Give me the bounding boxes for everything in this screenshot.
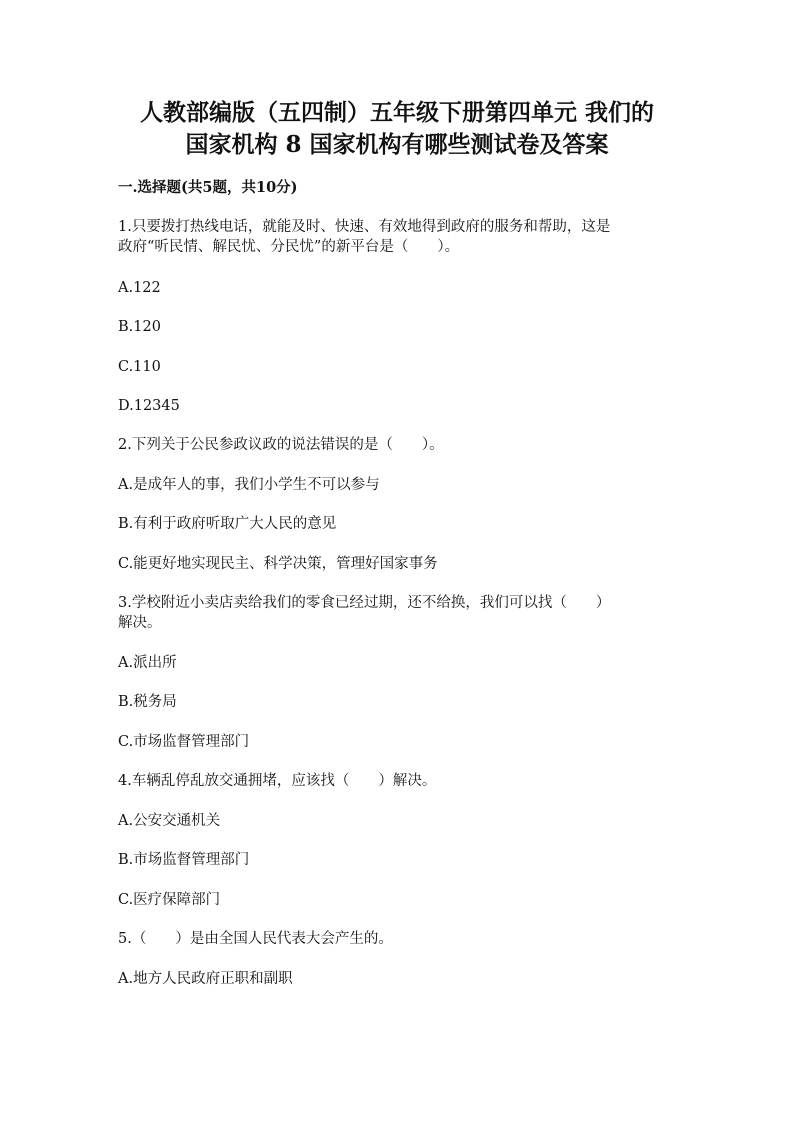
question-3-line-1: 3.学校附近小卖店卖给我们的零食已经过期，还不给换，我们可以找（ ） [118,595,611,611]
question-1-line-1: 1.只要拨打热线电话，就能及时、快速、有效地得到政府的服务和帮助，这是 [118,219,611,235]
question-2-line-1: 2.下列关于公民参政议政的说法错误的是（ ）。 [118,437,444,453]
question-5-option-a: A.地方人民政府正职和副职 [118,971,293,987]
question-1-option-a: A.122 [118,280,161,296]
question-4-option-a: A.公安交通机关 [118,813,221,829]
question-4-option-c: C.医疗保障部门 [118,892,221,908]
question-3-option-c: C.市场监督管理部门 [118,734,250,750]
question-1-option-c: C.110 [118,359,161,375]
question-3-option-a: A.派出所 [118,655,177,671]
question-2-option-c: C.能更好地实现民主、科学决策，管理好国家事务 [118,556,438,572]
question-2-option-a: A.是成年人的事，我们小学生不可以参与 [118,477,380,493]
section-heading: 一.选择题(共5题，共10分) [118,179,298,196]
question-3-option-b: B.税务局 [118,694,177,710]
document-title-line-2: 国家机构 8 国家机构有哪些测试卷及答案 [185,131,609,158]
question-1-line-2: 政府“听民情、解民忧、分民忧”的新平台是（ ）。 [118,239,460,255]
question-3-line-2: 解决。 [118,615,162,631]
question-1-option-b: B.120 [118,319,161,335]
question-1-option-d: D.12345 [118,398,180,414]
question-5-line-1: 5.（ ）是由全国人民代表大会产生的。 [118,931,393,947]
document-title-line-1: 人教部编版（五四制）五年级下册第四单元 我们的 [139,99,654,126]
question-4-option-b: B.市场监督管理部门 [118,852,250,868]
question-2-option-b: B.有利于政府听取广大人民的意见 [118,516,337,532]
question-4-line-1: 4.车辆乱停乱放交通拥堵，应该找（ ）解决。 [118,773,437,789]
